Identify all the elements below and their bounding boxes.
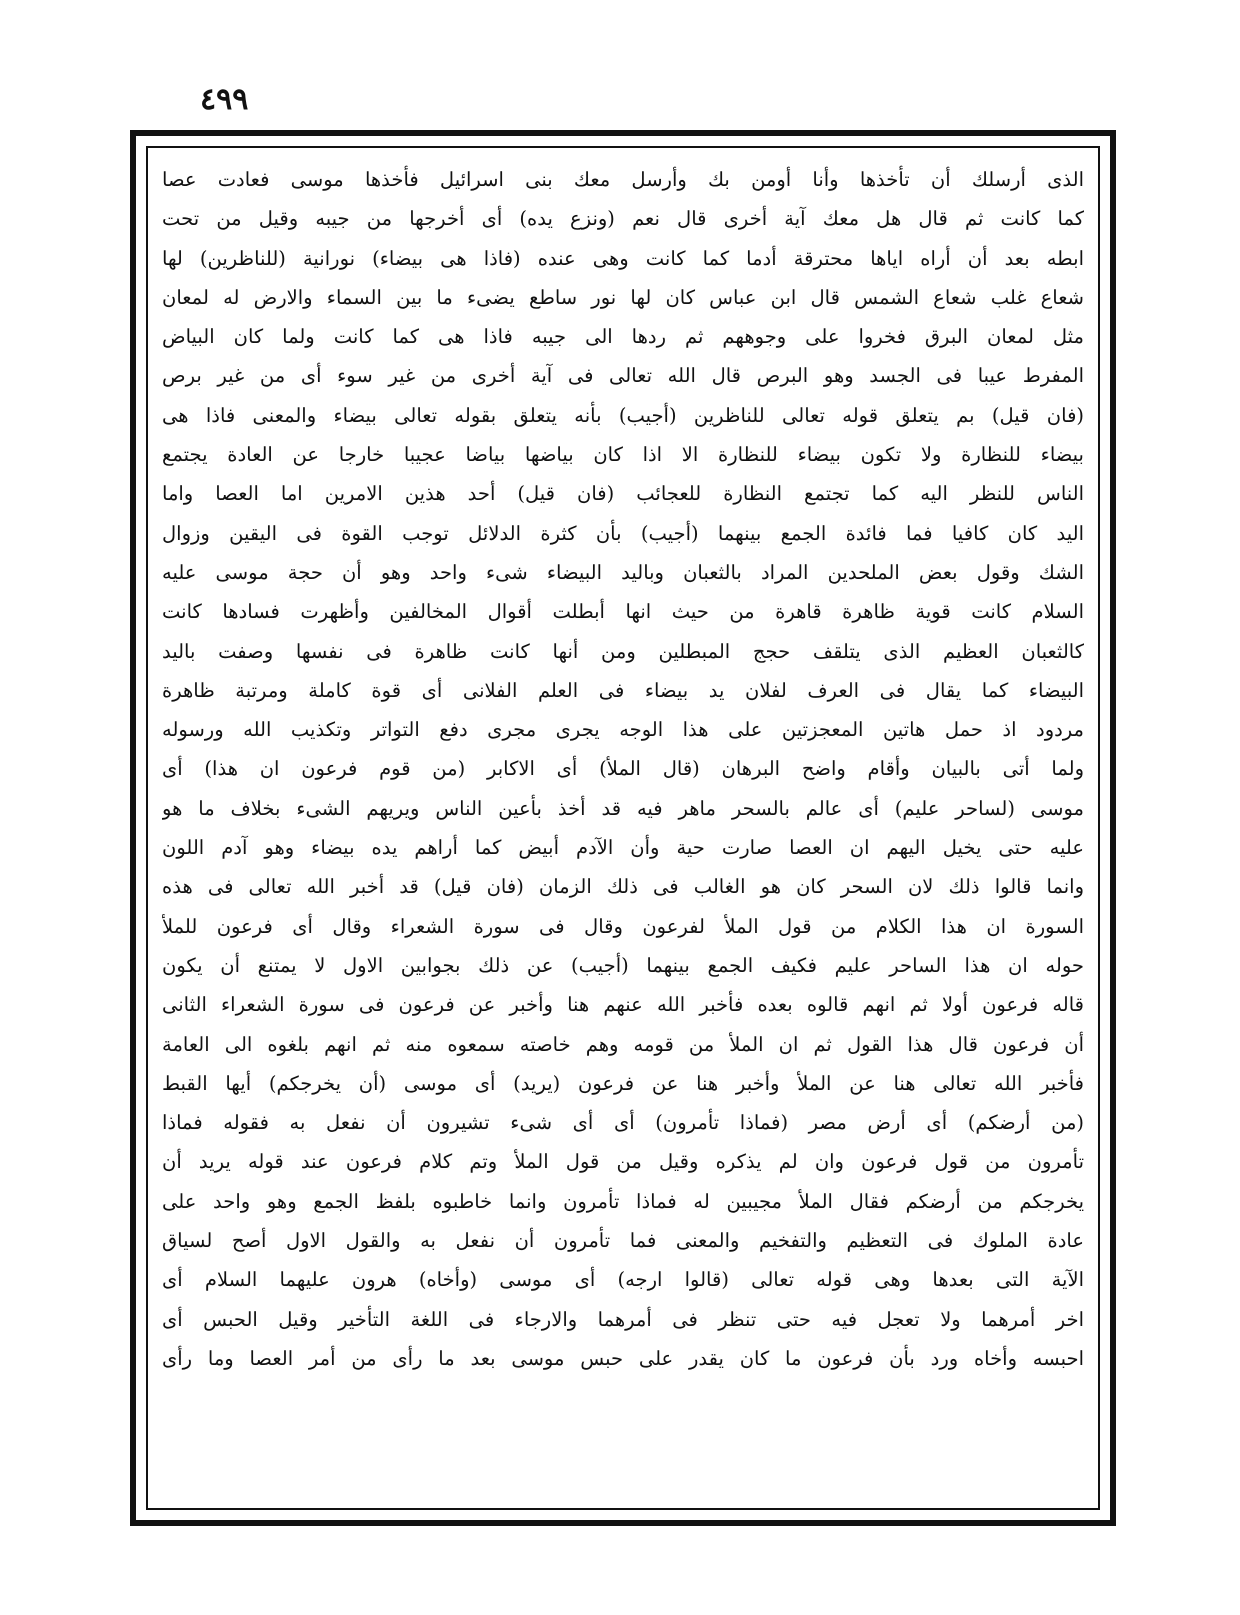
text-line: الآية التى بعدها وهى قوله تعالى (قالوا ارجه) أى موسى (وأخاه) هرون عليهما السلام أى: [162, 1268, 1084, 1292]
text-line: قاله فرعون أولا ثم انهم قالوه بعده فأخبر الله عنهم هنا وأخبر عن فرعون فى سورة الشعراء الثانى: [162, 993, 1084, 1017]
text-line: شعاع غلب شعاع الشمس قال ابن عباس كان لها نور ساطع يضىء ما بين السماء والارض له لمعان: [162, 285, 1084, 309]
text-line: احبسه وأخاه ورد بأن فرعون ما كان يقدر على حبس موسى بعد ما رأى من أمر العصا وما رأى: [162, 1346, 1084, 1370]
text-line: [162, 1378, 1084, 1417]
text-line: كما كانت ثم قال هل معك آية أخرى قال نعم (ونزع يده) أى أخرجها من جيبه وقيل من تحت: [162, 207, 1084, 231]
text-line: السورة ان هذا الكلام من قول الملأ لفرعون وقال فى سورة الشعراء وقال أى فرعون للملأ: [162, 914, 1084, 938]
text-line: البيضاء كما يقال فى العرف لفلان يد بيضاء فى العلم الفلانى أى قوة كاملة ومرتبة ظاهرة: [162, 678, 1084, 702]
text-line: عادة الملوك فى التعظيم والتفخيم والمعنى فما تأمرون أن نفعل به والقول الاول أصح لسياق: [162, 1229, 1084, 1253]
text-line: ولما أتى بالبيان وأقام واضح البرهان (قال الملأ) أى الاكابر (من قوم فرعون ان هذا) أى: [162, 757, 1084, 781]
text-line: [162, 1457, 1084, 1496]
text-line: الذى أرسلك أن تأخذها وأنا أومن بك وأرسل معك بنى اسرائيل فأخذها موسى فعادت عصا: [162, 168, 1084, 191]
text-line: مردود اذ حمل هاتين المعجزتين على هذا الوجه يجرى مجرى دفع التواتر وتكذيب الله ورسوله: [162, 718, 1084, 742]
text-line: (من أرضكم) أى أرض مصر (فماذا تأمرون) أى أى شىء تشيرون أن نفعل به فقوله فماذا: [162, 1111, 1084, 1135]
text-line: أن فرعون قال هذا القول ثم ان الملأ من قومه وهم خاصته سمعوه منه ثم انهم بلغوه الى العامة: [162, 1032, 1084, 1056]
text-line: مثل لمعان البرق فخروا على وجوههم ثم ردها الى جيبه فاذا هى كما كانت ولما كان البياض: [162, 325, 1084, 349]
text-body: [162, 160, 1084, 1496]
text-line: عليه حتى يخيل اليهم ان العصا صارت حية وأن الآدم أبيض كما أراهم يده بيضاء وهو آدم اللون: [162, 836, 1084, 860]
text-line: الناس للنظر اليه كما تجتمع النظارة للعجائب (فان قيل) أحد هذين الامرين اما العصا واما: [162, 482, 1084, 506]
text-line: بيضاء للنظارة ولا تكون بيضاء للنظارة الا اذا كان بياضها بياضا عجيبا خارجا عن العادة يجتمع: [162, 443, 1084, 467]
text-line: (فان قيل) بم يتعلق قوله تعالى للناظرين (أجيب) بأنه يتعلق بقوله تعالى بيضاء والمعنى فاذا هى: [162, 403, 1084, 427]
text-line: يخرجكم من أرضكم فقال الملأ مجيبين له فماذا تأمرون وانما خاطبوه بلفظ الجمع وهو واحد على: [162, 1189, 1084, 1213]
page-border-outer: [130, 130, 1116, 1526]
text-line: موسى (لساحر عليم) أى عالم بالسحر ماهر فيه قد أخذ بأعين الناس ويريهم الشىء بخلاف ما هو: [162, 796, 1084, 820]
text-line: المفرط عيبا فى الجسد وهو البرص قال الله تعالى فى آية أخرى من غير سوء أى من غير برص: [162, 364, 1084, 388]
text-line: فأخبر الله تعالى هنا عن الملأ وأخبر هنا عن فرعون (يريد) أى موسى (أن يخرجكم) أيها القبط: [162, 1071, 1084, 1095]
text-line: اليد كان كافيا فما فائدة الجمع بينهما (أجيب) بأن كثرة الدلائل توجب القوة فى اليقين وزوال: [162, 521, 1084, 545]
text-line: الشك وقول بعض الملحدين المراد بالثعبان وباليد البيضاء شىء واحد وهو أن حجة موسى عليه: [162, 560, 1084, 584]
text-line: [162, 1496, 1084, 1535]
text-line: حوله ان هذا الساحر عليم فكيف الجمع بينهما (أجيب) عن ذلك بجوابين الاول لا يمتنع أن يكون: [162, 953, 1084, 977]
page-number: ٤٩٩: [200, 82, 249, 117]
text-line: [162, 1418, 1084, 1457]
text-line: ابطه بعد أن أراه اياها محترقة أدما كما كانت وهى عنده (فاذا هى بيضاء) نورانية (للناظرين) لها: [162, 246, 1084, 270]
text-line: كالثعبان العظيم الذى يتلقف حجج المبطلين ومن أنها كانت ظاهرة فى نفسها وصفت باليد: [162, 639, 1084, 663]
text-line: تأمرون من قول فرعون وان لم يذكره وقيل من قول الملأ وتم كلام فرعون عند قوله يريد أن: [162, 1150, 1084, 1174]
text-line: وانما قالوا ذلك لان السحر كان هو الغالب فى ذلك الزمان (فان قيل) قد أخبر الله تعالى فى هذه: [162, 875, 1084, 899]
page-border-inner: [146, 146, 1100, 1510]
text-line: السلام كانت قوية ظاهرة قاهرة من حيث انها أبطلت أقوال المخالفين وأظهرت فسادها كانت: [162, 600, 1084, 624]
text-line: اخر أمرهما ولا تعجل فيه حتى تنظر فى أمرهما والارجاء فى اللغة التأخير وقيل الحبس أى: [162, 1307, 1084, 1331]
